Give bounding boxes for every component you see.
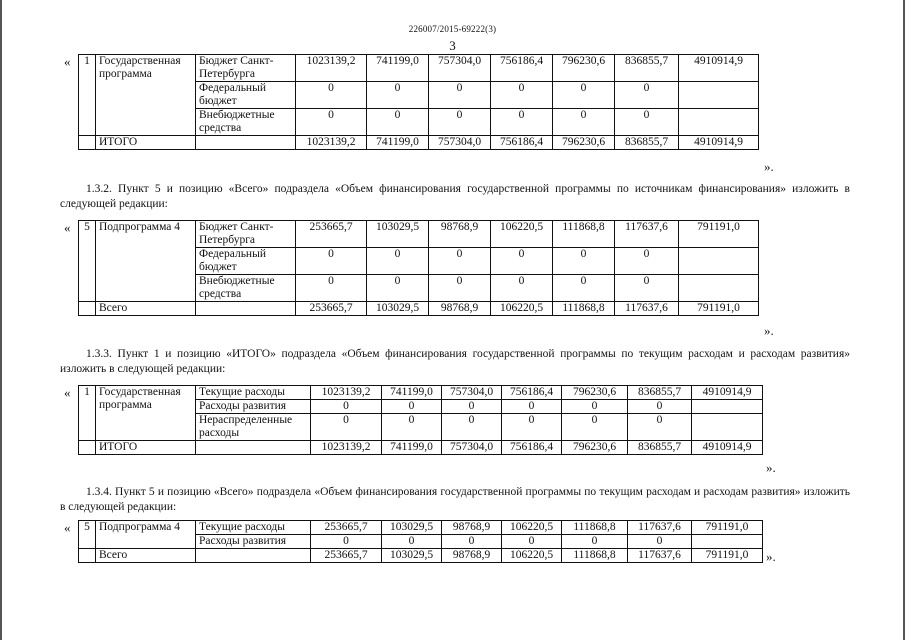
source-cell: Внебюджетные средства <box>196 275 296 302</box>
quote-open-2: « <box>64 220 71 235</box>
paragraph-1-3-2 <box>60 182 850 211</box>
total-value-cell: 796230,6 <box>562 441 628 455</box>
value-cell: 0 <box>502 400 562 414</box>
total-spacer-cell <box>79 302 96 316</box>
value-cell: 98768,9 <box>442 521 502 535</box>
value-cell: 0 <box>382 535 442 549</box>
value-cell: 0 <box>562 414 628 441</box>
total-empty-cell <box>196 441 311 455</box>
value-cell: 0 <box>296 109 367 136</box>
item-number-cell: 5 <box>79 221 96 302</box>
total-row <box>79 302 759 316</box>
value-cell: 253665,7 <box>311 521 382 535</box>
total-value-cell: 4910914,9 <box>692 441 763 455</box>
total-value-cell: 836855,7 <box>628 441 692 455</box>
value-cell: 0 <box>615 109 679 136</box>
total-value-cell: 103029,5 <box>382 549 442 563</box>
total-label-cell: ИТОГО <box>96 136 196 150</box>
total-value-cell: 117637,6 <box>628 549 692 563</box>
total-empty-cell <box>196 302 296 316</box>
source-cell: Внебюджетные средства <box>196 109 296 136</box>
value-cell: 757304,0 <box>442 386 502 400</box>
table-row <box>79 55 759 82</box>
value-cell: 0 <box>615 275 679 302</box>
quote-open-1: « <box>64 54 71 69</box>
source-cell: Федеральный бюджет <box>196 82 296 109</box>
value-cell: 0 <box>442 414 502 441</box>
value-cell: 0 <box>311 414 382 441</box>
value-cell: 0 <box>553 109 615 136</box>
value-cell: 791191,0 <box>692 521 763 535</box>
value-cell: 0 <box>442 400 502 414</box>
paragraph-text: 1.3.4. Пункт 5 и позицию «Всего» подраздела «Объем финансирования государственной программы по текущим расходам и расходам развития» изложить в следующей редакции: <box>60 486 850 513</box>
value-cell: 756186,4 <box>502 386 562 400</box>
total-empty-cell <box>196 136 296 150</box>
total-row <box>79 441 763 455</box>
value-cell: 0 <box>311 400 382 414</box>
value-cell: 741199,0 <box>367 55 429 82</box>
value-cell: 0 <box>382 414 442 441</box>
total-value-cell: 98768,9 <box>442 549 502 563</box>
total-value-cell: 796230,6 <box>553 136 615 150</box>
value-cell: 117637,6 <box>615 221 679 248</box>
item-number-cell: 5 <box>79 521 96 549</box>
value-cell: 0 <box>491 82 553 109</box>
total-row <box>79 549 763 563</box>
value-cell: 0 <box>296 248 367 275</box>
quote-close-4: ». <box>766 549 776 564</box>
value-cell: 757304,0 <box>429 55 491 82</box>
total-value-cell: 756186,4 <box>502 441 562 455</box>
value-cell: 0 <box>367 248 429 275</box>
value-cell: 0 <box>382 400 442 414</box>
value-cell: 0 <box>491 248 553 275</box>
value-cell <box>692 535 763 549</box>
total-value-cell: 836855,7 <box>615 136 679 150</box>
value-cell: 1023139,2 <box>296 55 367 82</box>
value-cell: 0 <box>553 82 615 109</box>
total-value-cell: 111868,8 <box>562 549 628 563</box>
value-cell: 796230,6 <box>562 386 628 400</box>
total-label-cell: Всего <box>96 302 196 316</box>
financing-table-expenses-program <box>78 385 763 455</box>
value-cell: 103029,5 <box>367 221 429 248</box>
value-cell: 4910914,9 <box>679 55 759 82</box>
value-cell: 741199,0 <box>382 386 442 400</box>
document-code: 226007/2015-69222(3) <box>408 24 497 34</box>
value-cell: 756186,4 <box>491 55 553 82</box>
total-value-cell: 4910914,9 <box>679 136 759 150</box>
value-cell: 0 <box>367 109 429 136</box>
total-value-cell: 103029,5 <box>367 302 429 316</box>
value-cell: 0 <box>502 414 562 441</box>
table-body <box>79 55 759 150</box>
value-cell: 253665,7 <box>296 221 367 248</box>
source-cell: Бюджет Санкт-Петербурга <box>196 221 296 248</box>
quote-close-3: ». <box>766 460 776 475</box>
source-cell: Нераспределенные расходы <box>196 414 311 441</box>
total-row <box>79 136 759 150</box>
value-cell: 0 <box>553 248 615 275</box>
quote-open-4: « <box>64 520 71 535</box>
total-value-cell: 253665,7 <box>311 549 382 563</box>
item-number-cell: 1 <box>79 386 96 441</box>
value-cell: 0 <box>628 535 692 549</box>
value-cell: 0 <box>429 248 491 275</box>
total-empty-cell <box>196 549 311 563</box>
value-cell: 0 <box>429 82 491 109</box>
value-cell <box>692 414 763 441</box>
total-value-cell: 741199,0 <box>367 136 429 150</box>
value-cell: 0 <box>491 109 553 136</box>
value-cell: 0 <box>296 82 367 109</box>
value-cell: 0 <box>628 414 692 441</box>
program-name-cell: Подпрограмма 4 <box>96 221 196 302</box>
value-cell <box>679 275 759 302</box>
total-spacer-cell <box>79 441 96 455</box>
value-cell: 0 <box>296 275 367 302</box>
value-cell: 0 <box>615 248 679 275</box>
value-cell: 0 <box>628 400 692 414</box>
value-cell: 836855,7 <box>628 386 692 400</box>
total-value-cell: 791191,0 <box>692 549 763 563</box>
total-value-cell: 791191,0 <box>679 302 759 316</box>
value-cell: 836855,7 <box>615 55 679 82</box>
total-value-cell: 253665,7 <box>296 302 367 316</box>
item-number-cell: 1 <box>79 55 96 136</box>
source-cell: Расходы развития <box>196 535 311 549</box>
quote-close-1: ». <box>764 159 774 174</box>
value-cell: 98768,9 <box>429 221 491 248</box>
value-cell: 106220,5 <box>491 221 553 248</box>
value-cell: 106220,5 <box>502 521 562 535</box>
value-cell <box>679 248 759 275</box>
total-spacer-cell <box>79 136 96 150</box>
value-cell: 111868,8 <box>562 521 628 535</box>
value-cell <box>679 109 759 136</box>
total-value-cell: 741199,0 <box>382 441 442 455</box>
total-value-cell: 106220,5 <box>502 549 562 563</box>
value-cell: 0 <box>615 82 679 109</box>
paragraph-text: 1.3.3. Пункт 1 и позицию «ИТОГО» подраздела «Объем финансирования государственной программы по текущим расходам и расходам развития» изложить в следующей редакции: <box>60 348 850 375</box>
value-cell <box>692 400 763 414</box>
total-value-cell: 757304,0 <box>442 441 502 455</box>
page-number: 3 <box>449 38 456 53</box>
total-value-cell: 111868,8 <box>553 302 615 316</box>
source-cell: Бюджет Санкт-Петербурга <box>196 55 296 82</box>
value-cell: 0 <box>429 109 491 136</box>
source-cell: Расходы развития <box>196 400 311 414</box>
table-row <box>79 521 763 535</box>
paragraph-1-3-3 <box>60 347 850 376</box>
table-row <box>79 386 763 400</box>
source-cell: Текущие расходы <box>196 386 311 400</box>
value-cell: 0 <box>429 275 491 302</box>
financing-table-sources-subprogram <box>78 220 759 316</box>
total-value-cell: 1023139,2 <box>311 441 382 455</box>
quote-open-3: « <box>64 385 71 400</box>
value-cell: 0 <box>367 275 429 302</box>
value-cell: 117637,6 <box>628 521 692 535</box>
program-name-cell: Государственная программа <box>96 386 196 441</box>
total-value-cell: 757304,0 <box>429 136 491 150</box>
source-cell: Федеральный бюджет <box>196 248 296 275</box>
value-cell: 796230,6 <box>553 55 615 82</box>
program-name-cell: Подпрограмма 4 <box>96 521 196 549</box>
table-body <box>79 521 763 563</box>
value-cell: 0 <box>442 535 502 549</box>
value-cell: 4910914,9 <box>692 386 763 400</box>
value-cell: 0 <box>562 535 628 549</box>
value-cell: 0 <box>311 535 382 549</box>
total-value-cell: 98768,9 <box>429 302 491 316</box>
total-label-cell: Всего <box>96 549 196 563</box>
table-body <box>79 221 759 316</box>
quote-close-2: ». <box>764 323 774 338</box>
program-name-cell: Государственная программа <box>96 55 196 136</box>
total-label-cell: ИТОГО <box>96 441 196 455</box>
paragraph-1-3-4 <box>60 485 850 514</box>
value-cell: 0 <box>367 82 429 109</box>
paragraph-text: 1.3.2. Пункт 5 и позицию «Всего» подраздела «Объем финансирования государственной программы по источникам финансирования» изложить в следующей редакции: <box>60 183 850 210</box>
total-value-cell: 117637,6 <box>615 302 679 316</box>
source-cell: Текущие расходы <box>196 521 311 535</box>
total-value-cell: 756186,4 <box>491 136 553 150</box>
value-cell: 0 <box>553 275 615 302</box>
value-cell: 0 <box>502 535 562 549</box>
table-body <box>79 386 763 455</box>
value-cell: 1023139,2 <box>311 386 382 400</box>
value-cell: 0 <box>562 400 628 414</box>
value-cell: 791191,0 <box>679 221 759 248</box>
value-cell: 111868,8 <box>553 221 615 248</box>
value-cell: 103029,5 <box>382 521 442 535</box>
financing-table-expenses-subprogram <box>78 520 763 563</box>
total-spacer-cell <box>79 549 96 563</box>
financing-table-sources-program <box>78 54 759 150</box>
total-value-cell: 106220,5 <box>491 302 553 316</box>
value-cell <box>679 82 759 109</box>
page-left-edge <box>0 0 2 640</box>
value-cell: 0 <box>491 275 553 302</box>
table-row <box>79 221 759 248</box>
total-value-cell: 1023139,2 <box>296 136 367 150</box>
